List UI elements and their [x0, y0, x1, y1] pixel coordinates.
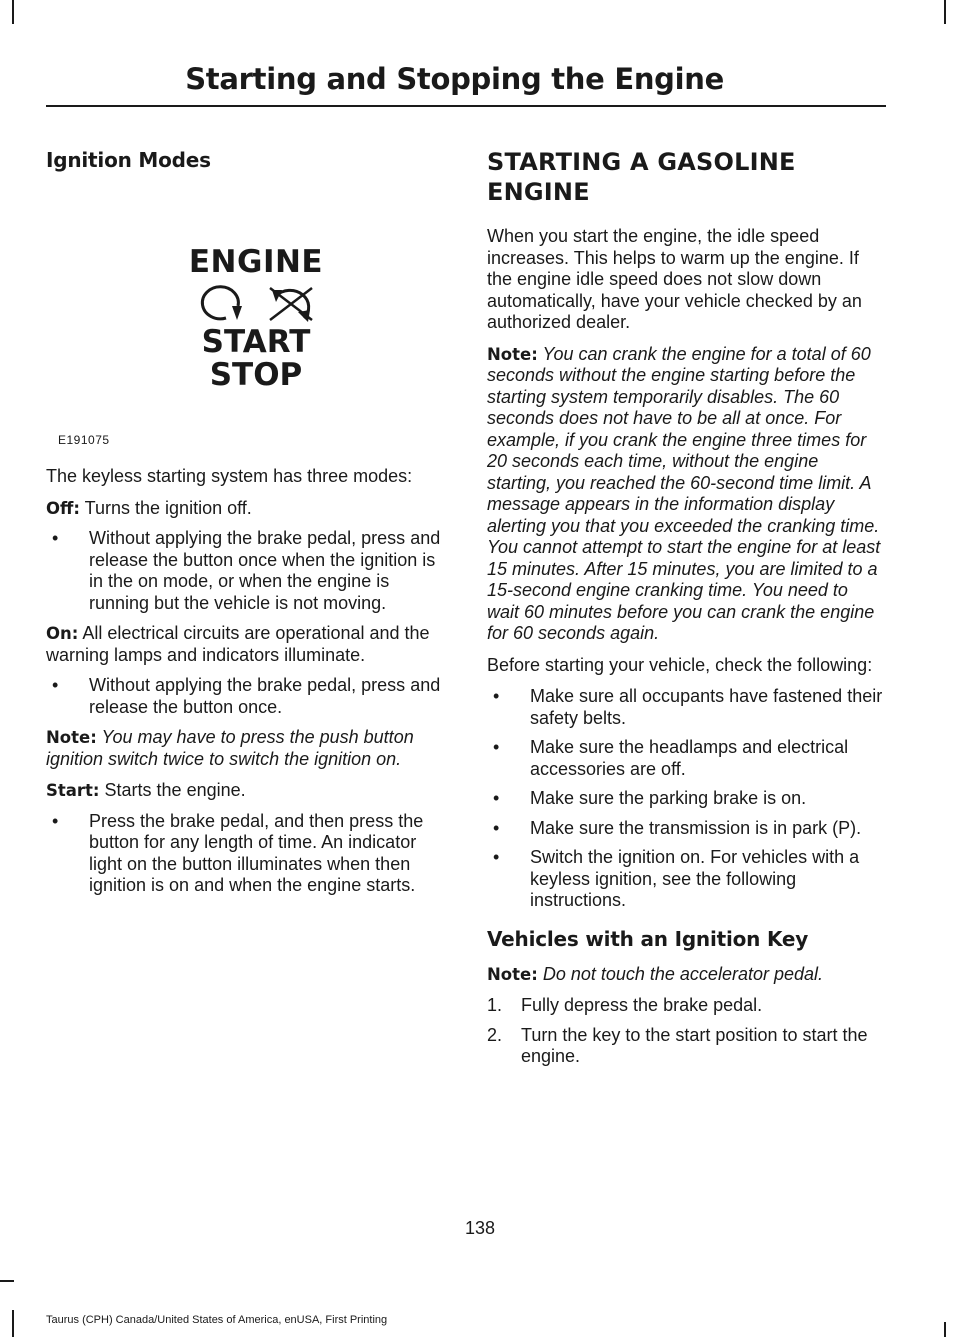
bullet-icon: • [52, 810, 59, 831]
list-item [487, 847, 883, 912]
crop-mark-top-right [944, 0, 946, 24]
note-text: You may have to press the push button ignition switch twice to switch the ignition on. [46, 727, 414, 769]
footer-text: Taurus (CPH) Canada/United States of America, enUSA, First Printing [46, 1314, 388, 1326]
start-label: Start: [46, 781, 100, 800]
intro-paragraph: The keyless starting system has three modes: [46, 466, 413, 486]
bullet-icon: • [52, 528, 59, 548]
header-rule [46, 105, 886, 107]
list-item-text: Make sure the headlamps and electrical accessories are off. [530, 737, 849, 779]
list-item [487, 788, 883, 810]
start-text: Starts the engine. [99, 780, 246, 800]
crop-mark-bottom-right [944, 1322, 946, 1337]
list-item-text: Make sure all occupants have fastened their safety belts. [530, 686, 883, 728]
list-item [487, 995, 883, 1017]
list-item [46, 675, 446, 718]
list-item-text: Make sure the parking brake is on. [530, 788, 807, 808]
figure-label-stop: STOP [209, 357, 303, 393]
section-heading-ignition-modes: Ignition Modes [46, 148, 211, 172]
step-text: Turn the key to the start position to start the engine. [521, 1024, 868, 1066]
step-number: 1. [487, 995, 503, 1015]
list-item [487, 686, 883, 729]
note-label: Note: [46, 728, 97, 747]
start-paragraph [46, 780, 446, 802]
on-list [46, 675, 446, 718]
section-heading-line2: ENGINE [487, 178, 590, 206]
note-label: Note: [487, 964, 538, 984]
rotating-arrow-icon [198, 280, 248, 326]
off-list [46, 528, 446, 614]
crossed-rotating-arrow-icon [264, 280, 320, 326]
subheading-ignition-key: Vehicles with an Ignition Key [487, 926, 809, 951]
page-number: 138 [464, 1218, 496, 1238]
step-text: Fully depress the brake pedal. [521, 995, 763, 1015]
on-paragraph [46, 623, 446, 666]
bullet-icon: • [493, 847, 500, 867]
right-body [487, 226, 883, 1068]
off-text: Turns the ignition off. [80, 497, 252, 518]
start-list [46, 811, 446, 897]
off-paragraph [46, 498, 446, 520]
note-text: You can crank the engine for a total of 60 seconds without the engine starting before the starting system temporarily disables. The 60 seconds does not have to be all at once. For example, if you crank the engine three times for 20 seconds each time, without the engine starting, you reached the 60-second time limit. A message appears in the information display alerting you that you exceeded the cranking time. You cannot attempt to start the engine for at least 15 minutes. After 15 minutes, you are limited to a 15-second engine cranking time. You need to wait 60 minutes before you can crank the engine for 60 seconds again. [487, 343, 881, 643]
crop-mark-bottom-left-h [0, 1280, 14, 1282]
step-number: 2. [487, 1024, 503, 1045]
on-label: On: [46, 624, 79, 643]
crop-mark-bottom-left [12, 1310, 14, 1337]
note-label: Note: [487, 344, 538, 364]
bullet-icon: • [52, 675, 59, 695]
crop-mark-top-left [12, 0, 14, 24]
figure-label-start: START [201, 324, 311, 360]
figure-label-engine: ENGINE [188, 244, 324, 280]
list-item-text: Switch the ignition on. For vehicles with a keyless ignition, see the following instructions. [530, 847, 860, 910]
list-item-text: Without applying the brake pedal, press and release the button once when the ignition is in the on mode, or when the engine is running but the vehicle is not moving. [89, 528, 441, 613]
on-text: All electrical circuits are operational and the warning lamps and indicators illuminate. [46, 623, 430, 665]
list-item [46, 528, 446, 614]
list-item [46, 811, 446, 897]
note-text: Do not touch the accelerator pedal. [537, 963, 824, 984]
figure-code: E191075 [58, 433, 110, 447]
left-body [46, 466, 446, 897]
list-item-text: Press the brake pedal, and then press the button for any length of time. An indicator light on the button illuminates when then ignition is on and when the engine starts. [89, 810, 424, 895]
list-item [487, 818, 883, 840]
section-heading-line1: STARTING A GASOLINE [487, 148, 796, 176]
checklist-intro: Before starting your vehicle, check the following: [487, 654, 873, 675]
cranking-note [487, 344, 883, 645]
engine-start-stop-figure [46, 240, 446, 450]
accelerator-note [487, 964, 883, 986]
intro-paragraph: When you start the engine, the idle speed increases. This helps to warm up the engine. If the engine idle speed does not slow down automatically, have your vehicle checked by an authorized dealer. [487, 226, 862, 332]
list-item [487, 1025, 883, 1068]
off-label: Off: [46, 498, 80, 518]
bullet-icon: • [493, 817, 500, 838]
steps-list [487, 995, 883, 1068]
list-item-text: Make sure the transmission is in park (P). [530, 817, 862, 838]
checklist [487, 686, 883, 912]
bullet-icon: • [493, 788, 500, 808]
bullet-icon: • [493, 686, 500, 706]
bullet-icon: • [493, 737, 500, 757]
list-item-text: Without applying the brake pedal, press and release the button once. [89, 675, 441, 717]
list-item [487, 737, 883, 780]
note-paragraph [46, 727, 446, 770]
page-title: Starting and Stopping the Engine [185, 62, 724, 96]
